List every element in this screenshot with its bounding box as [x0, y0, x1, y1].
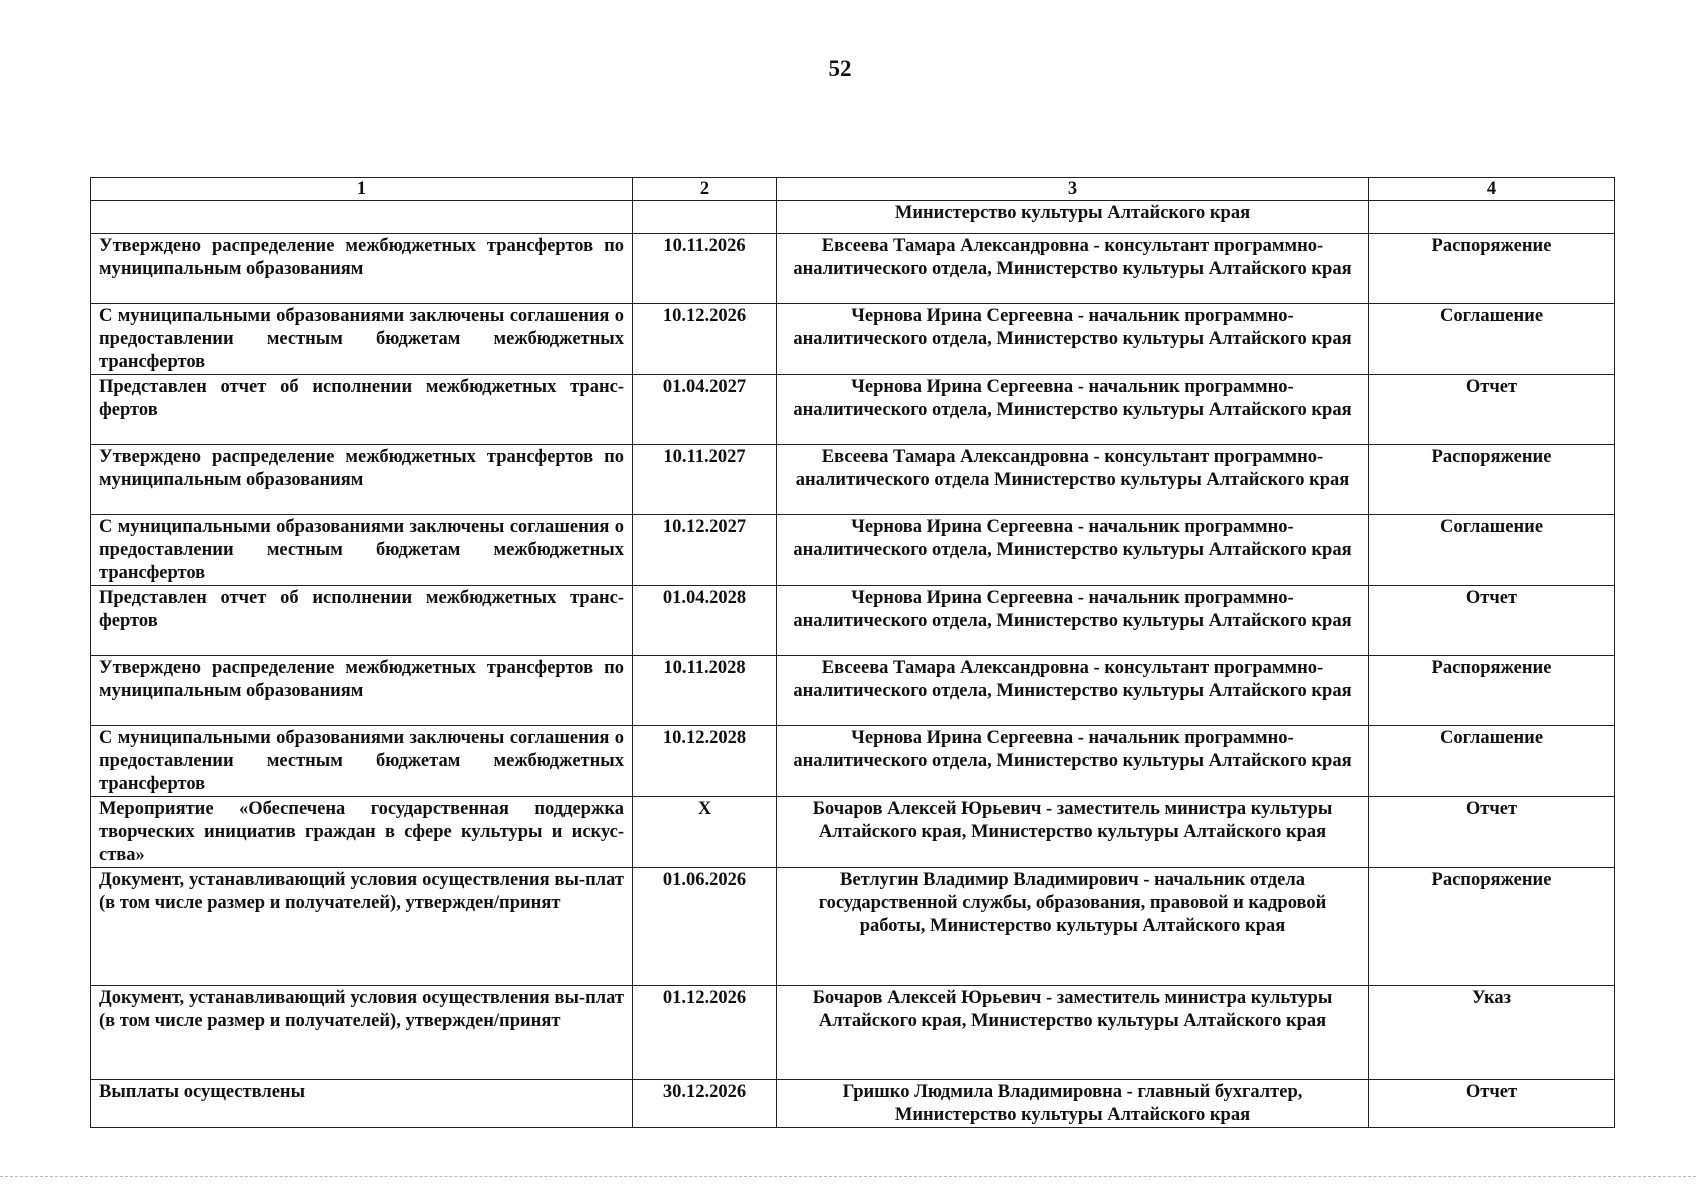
header-col-2: 2	[633, 178, 777, 201]
cell-date: X	[633, 797, 777, 868]
cell-date: 10.12.2027	[633, 515, 777, 586]
cell-document-type: Отчет	[1369, 586, 1615, 656]
cell-responsible: Гришко Людмила Владимировна - главный бухгалтер, Министерство культуры Алтайского края	[777, 1080, 1369, 1128]
cell-document-type: Указ	[1369, 986, 1615, 1080]
table-row	[91, 445, 1615, 515]
cell-event: Документ, устанавливающий условия осуществления вы-плат (в том числе размер и получателей), утвержден/принят	[91, 986, 633, 1080]
cell-document-type: Отчет	[1369, 1080, 1615, 1128]
cell-responsible: Чернова Ирина Сергеевна - начальник программно-аналитического отдела, Министерство культуры Алтайского края	[777, 515, 1369, 586]
header-col-4: 4	[1369, 178, 1615, 201]
table-row	[91, 586, 1615, 656]
cell-document-type: Отчет	[1369, 797, 1615, 868]
cell-event: С муниципальными образованиями заключены соглашения о предоставлении местным бюджетам межбюджетных трансфертов	[91, 515, 633, 586]
cell-event: Мероприятие «Обеспечена государственная поддержка творческих инициатив граждан в сфере культуры и искус-ства»	[91, 797, 633, 868]
cell-event: Утверждено распределение межбюджетных трансфертов по муниципальным образованиям	[91, 445, 633, 515]
cell-date: 01.04.2028	[633, 586, 777, 656]
cell-event	[91, 201, 633, 234]
cell-date: 10.12.2026	[633, 304, 777, 375]
cell-date: 01.04.2027	[633, 375, 777, 445]
table-row	[91, 304, 1615, 375]
cell-event: Представлен отчет об исполнении межбюджетных транс-фертов	[91, 375, 633, 445]
table-row	[91, 656, 1615, 726]
control-points-table	[90, 177, 1615, 1128]
cell-responsible: Чернова Ирина Сергеевна - начальник программно-аналитического отдела, Министерство культуры Алтайского края	[777, 586, 1369, 656]
cell-date: 10.12.2028	[633, 726, 777, 797]
table-row	[91, 1080, 1615, 1128]
cell-document-type: Соглашение	[1369, 515, 1615, 586]
cell-date: 01.06.2026	[633, 868, 777, 986]
cell-responsible: Чернова Ирина Сергеевна - начальник программно-аналитического отдела, Министерство культуры Алтайского края	[777, 375, 1369, 445]
cell-responsible: Чернова Ирина Сергеевна - начальник программно-аналитического отдела, Министерство культуры Алтайского края	[777, 726, 1369, 797]
table-row	[91, 515, 1615, 586]
table-row	[91, 201, 1615, 234]
cell-date: 01.12.2026	[633, 986, 777, 1080]
cell-document-type	[1369, 201, 1615, 234]
cell-responsible: Евсеева Тамара Александровна - консультант программно-аналитического отдела Министерство культуры Алтайского края	[777, 445, 1369, 515]
cell-document-type: Распоряжение	[1369, 656, 1615, 726]
table-row	[91, 375, 1615, 445]
cell-document-type: Соглашение	[1369, 726, 1615, 797]
table-row	[91, 797, 1615, 868]
cell-responsible: Ветлугин Владимир Владимирович - начальник отдела государственной службы, образования, правовой и кадровой работы, Министерство культуры Алтайского края	[777, 868, 1369, 986]
cell-event: Утверждено распределение межбюджетных трансфертов по муниципальным образованиям	[91, 234, 633, 304]
cell-event: С муниципальными образованиями заключены соглашения о предоставлении местным бюджетам межбюджетных трансфертов	[91, 726, 633, 797]
cell-document-type: Распоряжение	[1369, 445, 1615, 515]
cell-date	[633, 201, 777, 234]
cell-document-type: Соглашение	[1369, 304, 1615, 375]
header-col-1: 1	[91, 178, 633, 201]
cell-event: Представлен отчет об исполнении межбюджетных транс-фертов	[91, 586, 633, 656]
cell-date: 10.11.2027	[633, 445, 777, 515]
cell-document-type: Распоряжение	[1369, 868, 1615, 986]
cell-date: 10.11.2026	[633, 234, 777, 304]
page-number: 52	[828, 56, 852, 81]
cell-responsible: Евсеева Тамара Александровна - консультант программно-аналитического отдела, Министерство культуры Алтайского края	[777, 656, 1369, 726]
scan-artifact-line	[0, 1176, 1696, 1177]
cell-responsible: Министерство культуры Алтайского края	[777, 201, 1369, 234]
cell-responsible: Евсеева Тамара Александровна - консультант программно-аналитического отдела, Министерство культуры Алтайского края	[777, 234, 1369, 304]
table-row	[91, 234, 1615, 304]
table-row	[91, 986, 1615, 1080]
cell-event: Утверждено распределение межбюджетных трансфертов по муниципальным образованиям	[91, 656, 633, 726]
cell-date: 30.12.2026	[633, 1080, 777, 1128]
cell-responsible: Бочаров Алексей Юрьевич - заместитель министра культуры Алтайского края, Министерство культуры Алтайского края	[777, 797, 1369, 868]
table-row	[91, 726, 1615, 797]
cell-event: Документ, устанавливающий условия осуществления вы-плат (в том числе размер и получателей), утвержден/принят	[91, 868, 633, 986]
cell-document-type: Отчет	[1369, 375, 1615, 445]
cell-event: С муниципальными образованиями заключены соглашения о предоставлении местным бюджетам межбюджетных трансфертов	[91, 304, 633, 375]
header-col-3: 3	[777, 178, 1369, 201]
table-header-row	[91, 178, 1615, 201]
cell-date: 10.11.2028	[633, 656, 777, 726]
cell-responsible: Бочаров Алексей Юрьевич - заместитель министра культуры Алтайского края, Министерство культуры Алтайского края	[777, 986, 1369, 1080]
cell-document-type: Распоряжение	[1369, 234, 1615, 304]
cell-event: Выплаты осуществлены	[91, 1080, 633, 1128]
cell-responsible: Чернова Ирина Сергеевна - начальник программно-аналитического отдела, Министерство культуры Алтайского края	[777, 304, 1369, 375]
table-row	[91, 868, 1615, 986]
